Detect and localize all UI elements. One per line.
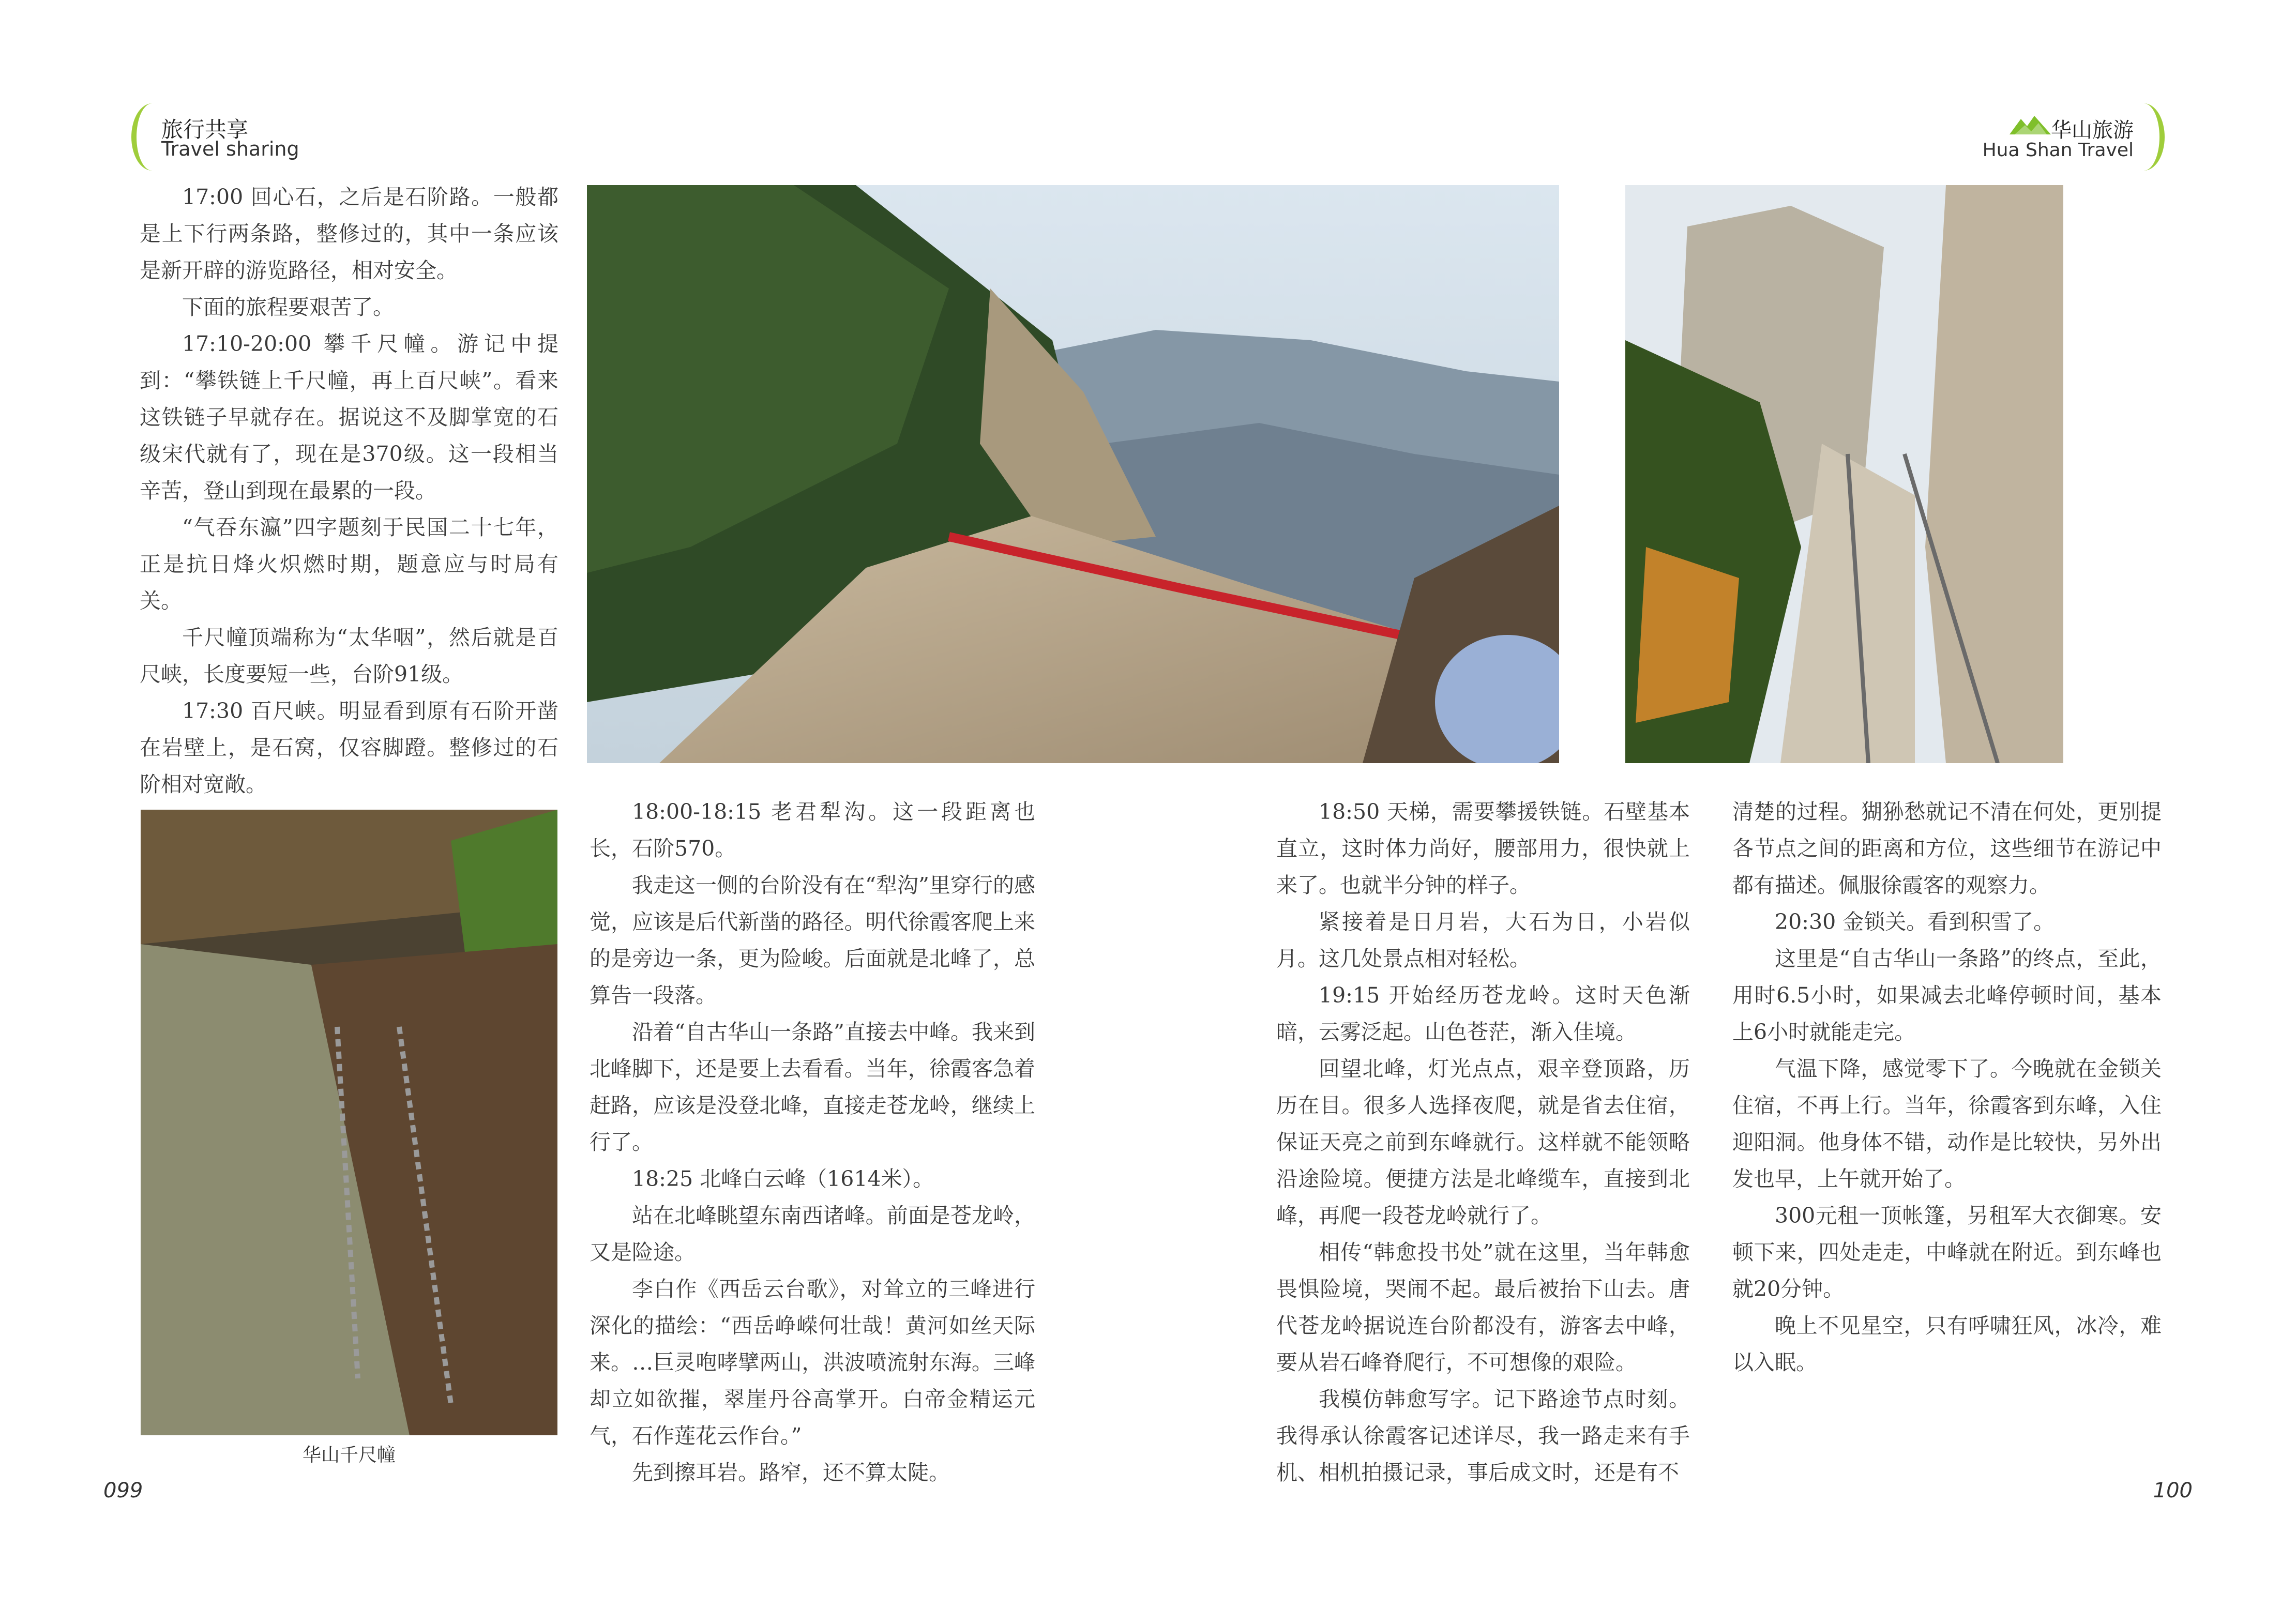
photo-caption: 华山千尺幢 [302,1445,396,1466]
section-title-zh: 旅行共享 [161,117,249,142]
qianchizhuang-stairs-photo [141,810,557,1435]
paragraph: 18:25 北峰白云峰（1614米）。 [632,1166,934,1191]
mountain-logo-icon [2010,114,2051,139]
paragraph: 300元租一顶帐篷，另租军大衣御寒。安顿下来，四处走走，中峰就在附近。到东峰也就20分钟。 [1732,1203,2162,1301]
page-number-right: 100 [2153,1479,2193,1502]
paragraph: 千尺幢顶端称为“太华咽”，然后就是百尺峡，长度要短一些，台阶91级。 [140,625,558,687]
column-header [1974,98,2161,176]
paragraph: 气温下降，感觉零下了。今晚就在金锁关住宿，不再上行。当年，徐霞客到东峰，入住迎阳洞。他身体不错，动作是比较快，另外出发也早，上午就开始了。 [1732,1056,2162,1191]
paragraph: 紧接着是日月岩，大石为日，小岩似月。这几处景点相对轻松。 [1276,909,1690,971]
paragraph: 清楚的过程。猢狲愁就记不清在何处，更别提各节点之间的距离和方位，这些细节在游记中都有描述。佩服徐霞客的观察力。 [1732,799,2162,898]
paragraph: 回望北峰，灯光点点，艰辛登顶路，历历在目。很多人选择夜爬，就是省去住宿，保证天亮之前到东峰就行。这样就不能领略沿途险境。便捷方法是北峰缆车，直接到北峰，再爬一段苍龙岭就行了。 [1276,1056,1690,1228]
section-title-en: Travel sharing [161,138,299,160]
paragraph: 我走这一侧的台阶没有在“犁沟”里穿行的感觉，应该是后代新凿的路径。明代徐霞客爬上来的是旁边一条，更为险峻。后面就是北峰了，总算告一段落。 [590,873,1035,1008]
ridge-path-photo [587,185,1559,763]
paragraph: 沿着“自古华山一条路”直接去中峰。我来到北峰脚下，还是要上去看看。当年，徐霞客急着赶路，应该是没登北峰，直接走苍龙岭，继续上行了。 [590,1020,1035,1155]
page-number-left: 099 [103,1479,143,1502]
paragraph: 18:50 天梯，需要攀援铁链。石壁基本直立，这时体力尚好，腰部用力，很快就上来了。也就半分钟的样子。 [1276,799,1690,898]
paragraph: 20:30 金锁关。看到积雪了。 [1775,909,2055,934]
text-column-3 [1276,794,1690,1491]
paragraph: “气吞东瀛”四字题刻于民国二十七年，正是抗日烽火炽燃时期，题意应与时局有关。 [140,515,558,613]
text-column-2 [590,794,1035,1491]
column-title-en: Hua Shan Travel [1982,140,2134,161]
paragraph: 这里是“自古华山一条路”的终点，至此，用时6.5小时，如果减去北峰停顿时间，基本上6小时就能走完。 [1732,946,2162,1044]
paragraph: 我模仿韩愈写字。记下路途节点时刻。我得承认徐霞客记述详尽，我一路走来有手机、相机拍摄记录，事后成文时，还是有不 [1276,1387,1690,1485]
paragraph: 先到擦耳岩。路窄，还不算太陡。 [632,1460,950,1485]
cliff-stairway-photo [1625,185,2063,763]
paragraph: 17:00 回心石，之后是石阶路。一般都是上下行两条路，整修过的，其中一条应该是新开辟的游览路径，相对安全。 [140,185,558,283]
text-column-4 [1732,794,2162,1381]
paragraph: 17:10-20:00 攀千尺幢。游记中提到：“攀铁链上千尺幢，再上百尺峡”。看来这铁链子早就存在。据说这不及脚掌宽的石级宋代就有了，现在是370级。这一段相当辛苦，登山到现在最累的一段。 [140,331,558,503]
paragraph: 晚上不见星空，只有呼啸狂风，冰冷，难以入眠。 [1732,1313,2162,1375]
paragraph: 下面的旅程要艰苦了。 [182,295,394,320]
paragraph: 站在北峰眺望东南西诸峰。前面是苍龙岭，又是险途。 [590,1203,1035,1265]
paragraph: 19:15 开始经历苍龙岭。这时天色渐暗，云雾泛起。山色苍茫，渐入佳境。 [1276,983,1690,1044]
column-title-zh: 华山旅游 [2051,118,2134,142]
paragraph: 18:00-18:15 老君犁沟。这一段距离也长，石阶570。 [590,799,1035,861]
paragraph: 李白作《西岳云台歌》，对耸立的三峰进行深化的描绘：“西岳峥嵘何壮哉！黄河如丝天际来。…巨灵咆哮擘两山，洪波喷流射东海。三峰却立如欲摧，翠崖丹谷高掌开。白帝金精运元气，石作莲花云作台。” [590,1277,1035,1448]
green-arc-decoration [2123,103,2165,171]
paragraph: 相传“韩愈投书处”就在这里，当年韩愈畏惧险境，哭闹不起。最后被抬下山去。唐代苍龙岭据说连台阶都没有，游客去中峰，要从岩石峰脊爬行，不可想像的艰险。 [1276,1240,1690,1375]
text-column-1 [140,179,558,803]
paragraph: 17:30 百尺峡。明显看到原有石阶开凿在岩壁上，是石窝，仅容脚蹬。整修过的石阶相对宽敞。 [140,699,558,797]
